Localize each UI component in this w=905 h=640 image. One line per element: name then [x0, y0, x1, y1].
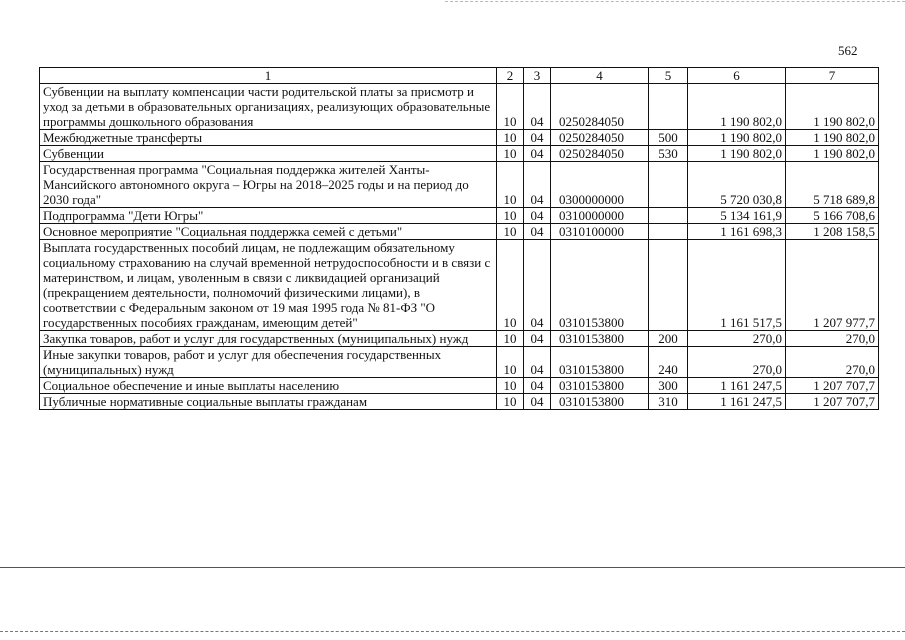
row-subsection: 04 [524, 378, 551, 394]
row-expense-type: 310 [649, 394, 688, 410]
row-target-code: 0310153800 [551, 394, 649, 410]
table-row [40, 378, 879, 394]
row-value-col7: 1 190 802,0 [786, 146, 879, 162]
row-subsection: 04 [524, 331, 551, 347]
row-name: Закупка товаров, работ и услуг для государственных (муниципальных) нужд [40, 331, 497, 347]
row-expense-type [649, 84, 688, 130]
table-row [40, 162, 879, 208]
row-subsection: 04 [524, 162, 551, 208]
row-value-col6: 1 161 247,5 [688, 394, 786, 410]
row-value-col7: 270,0 [786, 347, 879, 378]
row-name: Государственная программа "Социальная поддержка жителей Ханты-Мансийского автономного округа – Югры на 2018–2025 годы и на период до 2030 года" [40, 162, 497, 208]
row-value-col7: 1 190 802,0 [786, 84, 879, 130]
row-value-col6: 1 161 698,3 [688, 224, 786, 240]
row-name: Публичные нормативные социальные выплаты гражданам [40, 394, 497, 410]
row-section: 10 [497, 224, 524, 240]
table-body [40, 84, 879, 410]
row-value-col7: 5 166 708,6 [786, 208, 879, 224]
row-target-code: 0310153800 [551, 347, 649, 378]
row-target-code: 0250284050 [551, 146, 649, 162]
header-col-4: 4 [551, 68, 649, 84]
row-section: 10 [497, 208, 524, 224]
row-value-col6: 5 134 161,9 [688, 208, 786, 224]
row-value-col6: 5 720 030,8 [688, 162, 786, 208]
row-expense-type [649, 208, 688, 224]
header-row [40, 68, 879, 84]
row-expense-type: 240 [649, 347, 688, 378]
table-row [40, 130, 879, 146]
table-row [40, 208, 879, 224]
row-section: 10 [497, 240, 524, 331]
budget-table [39, 67, 879, 410]
row-section: 10 [497, 378, 524, 394]
row-subsection: 04 [524, 84, 551, 130]
row-value-col7: 1 190 802,0 [786, 130, 879, 146]
header-col-3: 3 [524, 68, 551, 84]
row-value-col6: 1 190 802,0 [688, 84, 786, 130]
row-target-code: 0250284050 [551, 84, 649, 130]
row-section: 10 [497, 146, 524, 162]
row-name: Социальное обеспечение и иные выплаты населению [40, 378, 497, 394]
header-col-7: 7 [786, 68, 879, 84]
header-col-1: 1 [40, 68, 497, 84]
row-section: 10 [497, 394, 524, 410]
scan-edge-bottom [0, 631, 905, 632]
row-value-col6: 1 190 802,0 [688, 130, 786, 146]
page-number: 562 [838, 43, 858, 58]
row-value-col7: 1 208 158,5 [786, 224, 879, 240]
row-value-col6: 1 161 517,5 [688, 240, 786, 331]
row-value-col6: 1 161 247,5 [688, 378, 786, 394]
table-row [40, 224, 879, 240]
table-header [40, 68, 879, 84]
row-value-col7: 1 207 707,7 [786, 378, 879, 394]
row-section: 10 [497, 84, 524, 130]
row-section: 10 [497, 347, 524, 378]
row-value-col7: 5 718 689,8 [786, 162, 879, 208]
row-expense-type: 300 [649, 378, 688, 394]
row-name: Межбюджетные трансферты [40, 130, 497, 146]
row-value-col7: 1 207 977,7 [786, 240, 879, 331]
table-row [40, 394, 879, 410]
row-value-col6: 270,0 [688, 347, 786, 378]
table-row [40, 347, 879, 378]
row-target-code: 0310153800 [551, 378, 649, 394]
table-row [40, 331, 879, 347]
row-expense-type: 530 [649, 146, 688, 162]
row-subsection: 04 [524, 224, 551, 240]
table-row [40, 240, 879, 331]
row-section: 10 [497, 162, 524, 208]
row-subsection: 04 [524, 240, 551, 331]
header-col-5: 5 [649, 68, 688, 84]
row-name: Иные закупки товаров, работ и услуг для обеспечения государственных (муниципальных) нужд [40, 347, 497, 378]
row-expense-type [649, 224, 688, 240]
row-subsection: 04 [524, 208, 551, 224]
row-subsection: 04 [524, 130, 551, 146]
row-target-code: 0310000000 [551, 208, 649, 224]
scan-divider-line [0, 567, 905, 568]
row-target-code: 0300000000 [551, 162, 649, 208]
row-name: Выплата государственных пособий лицам, не подлежащим обязательному социальному страхованию на случай временной нетрудоспособности и в связи с материнством, и лицам, уволенным в связи с ликвидацией организаций (прекращением деятельности, полномочий физическими лицами), в соответствии с Федеральным законом от 19 мая 1995 года № 81-ФЗ "О государственных пособиях гражданам, имеющим детей" [40, 240, 497, 331]
row-section: 10 [497, 130, 524, 146]
row-expense-type [649, 240, 688, 331]
row-name: Субвенции [40, 146, 497, 162]
row-name: Субвенции на выплату компенсации части родительской платы за присмотр и уход за детьми в образовательных организациях, реализующих образовательные программы дошкольного образования [40, 84, 497, 130]
row-value-col7: 1 207 707,7 [786, 394, 879, 410]
row-section: 10 [497, 331, 524, 347]
row-subsection: 04 [524, 347, 551, 378]
header-col-2: 2 [497, 68, 524, 84]
row-value-col7: 270,0 [786, 331, 879, 347]
row-target-code: 0310153800 [551, 240, 649, 331]
row-target-code: 0310153800 [551, 331, 649, 347]
row-value-col6: 270,0 [688, 331, 786, 347]
table-row [40, 84, 879, 130]
scan-edge-top [445, 1, 905, 2]
row-expense-type [649, 162, 688, 208]
row-target-code: 0310100000 [551, 224, 649, 240]
row-expense-type: 500 [649, 130, 688, 146]
row-subsection: 04 [524, 146, 551, 162]
row-name: Основное мероприятие "Социальная поддержка семей с детьми" [40, 224, 497, 240]
row-name: Подпрограмма "Дети Югры" [40, 208, 497, 224]
row-subsection: 04 [524, 394, 551, 410]
table-row [40, 146, 879, 162]
row-value-col6: 1 190 802,0 [688, 146, 786, 162]
row-expense-type: 200 [649, 331, 688, 347]
header-col-6: 6 [688, 68, 786, 84]
row-target-code: 0250284050 [551, 130, 649, 146]
